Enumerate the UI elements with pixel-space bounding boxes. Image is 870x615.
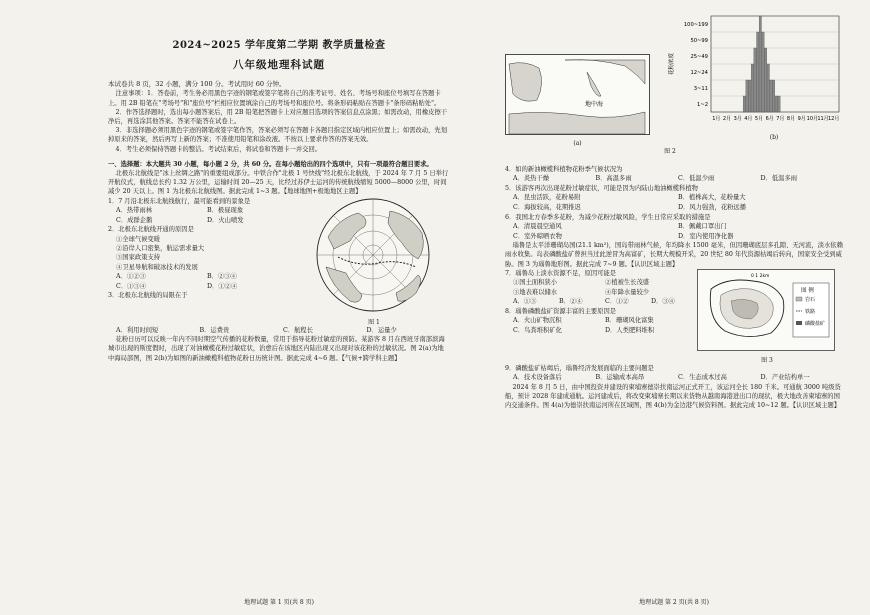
pollen-bar bbox=[762, 32, 764, 112]
x-tick-label: 10月 bbox=[806, 116, 819, 122]
q6-option-d[interactable]: D．室内使用净化器 bbox=[678, 232, 734, 240]
fig3-legend-railway: 铁路 bbox=[805, 308, 816, 315]
q7-item-1: ①国土面积狭小 bbox=[513, 279, 558, 287]
pollen-bar bbox=[770, 80, 772, 112]
exam-subtitle: 八年级地理科试题 bbox=[233, 59, 325, 71]
q8-option-d[interactable]: D．人类肥料堆积 bbox=[605, 326, 655, 334]
q5-option-d[interactable]: D．风力强劲，花粉远播 bbox=[678, 204, 747, 211]
q7-item-3: ③地表难以储水 bbox=[513, 288, 558, 296]
q6-option-c[interactable]: C．室外晾晒衣物 bbox=[513, 232, 562, 240]
q9-option-c[interactable]: C．生态成本过高 bbox=[678, 374, 727, 382]
question-7: 7．瑙鲁岛上淡水资源不足，原因可能是 bbox=[505, 269, 617, 277]
question-5: 5．该游客再次出现花粉过敏症状，可能是因为内陆山地油橄榄科植物 bbox=[505, 185, 698, 192]
question-1: 1．7 月沿北极东北航线航行，最可能看到的景象是 bbox=[108, 197, 251, 205]
q4-option-a[interactable]: A．炎热干燥 bbox=[513, 175, 550, 183]
y-tick-label: 12~24 bbox=[690, 70, 708, 76]
x-tick-label: 3月 bbox=[733, 116, 742, 122]
pollen-bar bbox=[757, 32, 759, 112]
pollen-chart-svg bbox=[665, 10, 843, 134]
q7-item-4: ④年降水量较少 bbox=[605, 288, 650, 296]
question-6: 6．我国北方春季多花粉，为减少花粉过敏风险，学生日常应采取的措施是 bbox=[505, 213, 711, 221]
question-4: 4．如的新油橄榄科植物花粉季气候状况为 bbox=[505, 166, 623, 173]
page-1 bbox=[108, 10, 450, 610]
fig3-legend-phosphate: 磷酸盐矿 bbox=[805, 320, 826, 327]
q5-option-a[interactable]: A．昆虫活跃，花粉易附 bbox=[513, 194, 581, 202]
exam-intro: 本试卷共 8 页，32 小题，满分 100 分。考试用时 60 分钟。 bbox=[108, 80, 286, 88]
pollen-bar bbox=[759, 16, 761, 112]
question-2: 2．北极东北航线开通的原因是 bbox=[108, 226, 194, 234]
pollen-bar bbox=[754, 48, 756, 112]
arctic-map bbox=[298, 197, 448, 315]
note-1: 注意事项：1．答卷前，考生务必用黑色字迹的钢笔或签字笔将自己的准考证号、姓名、考场号和座位号填写在答题卡上。用 2B 铅笔在"考场号"和"座位号"栏相应位置填涂自己的考场号和座位号。将条形码粘贴在答题卡"条形码粘贴处"。 bbox=[108, 90, 441, 107]
exam-title: 2024~2025 学年度第二学期 教学质量检查 bbox=[172, 40, 386, 51]
x-tick-label: 6月 bbox=[765, 116, 774, 122]
passage-4: 2024 年 8 月 5 日，由中国投资并建设的柬埔寨德崇扶南运河正式开工，该运河全长 180 千米。可通航 3000 吨级货船，预计 2028 年建成通航。运河建成后，将改变柬埔寨长期以来货物从越南海港进出口的现状，极大地改善柬埔寨的国内交通条件。图 4(a)为德崇扶南运河所在区域图，图 4(b)为金边港气候资料图。据此完成 10~12 题。【认识区域主题】 bbox=[505, 383, 841, 410]
pollen-bar bbox=[751, 64, 753, 112]
y-tick-label: 3~11 bbox=[693, 86, 708, 92]
passage-3: 瑙鲁是太平洋珊瑚岛国(21.1 km²)，国岛带雨林气候，年均降水 1500 毫米，但因珊瑚底层多孔隙、无河流，淡水依赖雨水收集。岛表磷酸盐矿曾担当过此逆冒为高富矿，长期大规模开采，20 世纪 80 年代资源枯竭后转向，国家安全受到威胁。图 3 为瑙鲁地形图。据此完成 7~9 题。【认识区域主题】 bbox=[505, 242, 843, 268]
note-3: 3．非选择题必须用黑色字迹的钢笔或签字笔作答，答案必须写在答题卡各题目指定区域内相应位置上；如需改动，先划掉原来的答案，然后再写上新的答案；不准使用铅笔和涂改液。不按以上要求作答的答案无效。 bbox=[108, 127, 447, 144]
q3-option-d[interactable]: D．运量少 bbox=[366, 326, 397, 334]
question-8: 8．瑙鲁磷酸盐矿资源丰富的主要原因是 bbox=[505, 307, 617, 315]
pollen-bar bbox=[746, 80, 748, 112]
q2-item-1: ①全球气候变暖 bbox=[116, 235, 161, 243]
figure-1 bbox=[298, 197, 450, 326]
page-1-footer: 地理试题 第 1 页(共 8 页) bbox=[244, 599, 314, 606]
x-tick-label: 4月 bbox=[744, 116, 753, 122]
fig2a-sea-label: 地中海 bbox=[585, 101, 604, 108]
q4-option-d[interactable]: D．低温多雨 bbox=[760, 175, 798, 183]
q4-option-b[interactable]: B．高温多雨 bbox=[595, 175, 632, 183]
pollen-bar bbox=[765, 48, 767, 112]
y-tick-label: 1~2 bbox=[697, 102, 708, 108]
q2-item-2: ②沿岸人口密集，航运需求量大 bbox=[116, 245, 205, 253]
q3-option-b[interactable]: B．运费贵 bbox=[199, 326, 230, 334]
q6-option-b[interactable]: B．佩戴口罩出门 bbox=[678, 223, 727, 230]
page-2-footer: 地理试题 第 2 页(共 8 页) bbox=[639, 599, 709, 606]
q5-option-b[interactable]: B．植株高大，花粉量大 bbox=[678, 194, 746, 202]
fig3-legend-title: 图 例 bbox=[801, 287, 814, 294]
question-9: 9．磷酸盐矿枯竭后，瑙鲁经济发展面临的主要问题是 bbox=[505, 364, 654, 372]
x-tick-label: 1月 bbox=[712, 116, 721, 122]
page-2 bbox=[505, 10, 843, 610]
pollen-bar bbox=[778, 96, 780, 112]
nauru-map bbox=[697, 269, 835, 351]
note-4: 4．考生必须保持答题卡的整洁。考试结束后，将试卷和答题卡一并交回。 bbox=[115, 145, 322, 153]
y-tick-label: 100~199 bbox=[683, 22, 708, 28]
q1-option-a[interactable]: A．热带雨林 bbox=[116, 207, 153, 215]
q3-option-a[interactable]: A．利用时间短 bbox=[116, 326, 159, 334]
q2-option-d[interactable]: D．①②④ bbox=[207, 282, 238, 290]
mediterranean-map bbox=[505, 54, 650, 136]
x-tick-label: 2月 bbox=[722, 116, 732, 122]
q7-option-d[interactable]: D．③④ bbox=[651, 298, 675, 306]
q8-option-c[interactable]: C．鸟粪堆积矿化 bbox=[513, 326, 562, 334]
q1-option-b[interactable]: B．极昼现象 bbox=[207, 207, 244, 215]
pollen-bar bbox=[749, 80, 751, 112]
pollen-calendar-chart bbox=[665, 10, 843, 150]
x-tick-label: 12月 bbox=[827, 116, 840, 122]
q2-item-3: ③国家政策支持 bbox=[116, 254, 161, 262]
q7-item-2: ②植被生长茂盛 bbox=[605, 279, 650, 287]
q7-option-b[interactable]: B．②④ bbox=[559, 298, 583, 306]
figure-2a-caption: (a) bbox=[573, 140, 582, 147]
q4-option-c[interactable]: C．低温少雨 bbox=[678, 175, 715, 183]
pollen-bar bbox=[743, 96, 745, 112]
x-tick-label: 11月 bbox=[817, 116, 829, 122]
pollen-bar bbox=[775, 96, 777, 112]
x-tick-label: 7月 bbox=[776, 116, 785, 122]
q5-option-c[interactable]: C．海拔较高，花期推迟 bbox=[513, 204, 581, 211]
q8-option-a[interactable]: A．火山矿物沉积 bbox=[513, 317, 562, 325]
q9-option-d[interactable]: D．产业结构单一 bbox=[760, 374, 810, 382]
note-2: 2．作答选择题时，选出每小题答案后，用 2B 铅笔把答题卡上对应题目选项的答案信息点涂黑；如需改动，用橡皮擦干净后，再选涂其他答案。答案不能答在试卷上。 bbox=[108, 108, 448, 126]
section-1-heading: 一、选择题：本大题共 30 小题，每小题 2 分，共 60 分。在每小题给出的四个选项中，只有一项最符合题目要求。 bbox=[108, 160, 433, 168]
q6-option-a[interactable]: A．清晨晨空通风 bbox=[513, 223, 562, 230]
question-3: 3．北极东北航线的局限在于 bbox=[108, 292, 188, 300]
q1-option-c[interactable]: C．成群企鹅 bbox=[116, 216, 153, 224]
x-tick-label: 9月 bbox=[797, 116, 806, 122]
x-tick-label: 5月 bbox=[754, 116, 764, 122]
q3-option-c[interactable]: C．航程长 bbox=[283, 326, 314, 334]
figure-2 bbox=[505, 10, 843, 150]
figure-3-caption: 图 3 bbox=[761, 356, 773, 364]
q8-option-b[interactable]: B．珊瑚风化富集 bbox=[605, 317, 654, 325]
q9-option-b[interactable]: B．运输成本高昂 bbox=[595, 374, 645, 382]
figure-3 bbox=[697, 269, 837, 364]
figure-1-caption: 图 1 bbox=[368, 318, 380, 326]
q9-option-a[interactable]: A．技术设备落后 bbox=[513, 374, 562, 382]
figure-2-caption: 图 2 bbox=[664, 148, 676, 155]
passage-2: 花粉日历可以反映一年内不同时期空气传播的花粉数量，常用于指导花粉过敏症的预防。某游客 8 月在西班牙南部滨海城市出现的斯度假时，出现了对油橄榄花粉过敏症状，治愈后在该地区内陆出现又出现对该花粉的过敏状况。图 2(a)为地中海局部图，图 2(b)为如图的新油橄榄科植物花粉日历统计图。据此完成 4~6 题。【气候+跨学科主题】 bbox=[108, 336, 445, 362]
y-axis-label: 花粉浓度 bbox=[669, 52, 675, 76]
pollen-bar bbox=[773, 80, 775, 112]
q2-item-4: ④卫星导航和破冰技术的发展 bbox=[116, 263, 198, 271]
q2-option-b[interactable]: B．②③④ bbox=[207, 273, 237, 281]
q1-option-d[interactable]: D．火山喷发 bbox=[207, 216, 244, 224]
y-tick-label: 50~99 bbox=[690, 38, 708, 44]
fig3-legend-rock: 岩石 bbox=[805, 296, 816, 303]
x-tick-label: 8月 bbox=[786, 116, 796, 122]
q2-option-a[interactable]: A．①②③ bbox=[116, 273, 146, 281]
figure-2b-caption: (b) bbox=[769, 134, 779, 141]
q7-option-c[interactable]: C．①② bbox=[605, 298, 629, 306]
q2-option-c[interactable]: C．①③④ bbox=[116, 282, 147, 290]
q7-option-a[interactable]: A．①③ bbox=[513, 298, 537, 306]
passage-1: 北极东北航线是"冰上丝绸之路"的重要组成部分。中铁合作"北极 1 号快线"经北极东北航线，于 2024 年 7 月 5 日举行开航仪式，航线总长约 1.32 万公里，运输时间 20—25 天，比经过苏伊士运河的传统航线缩短 5000—8000 公里，时间减少 20 天以上。图 1 为北极东北航线图。据此完成 1~3 题。【地球地图+极地地区主题】 bbox=[108, 170, 449, 196]
pollen-bar bbox=[767, 64, 769, 112]
fig3-scale: 0 1 2km bbox=[751, 273, 770, 279]
y-tick-label: 25~49 bbox=[690, 54, 708, 60]
